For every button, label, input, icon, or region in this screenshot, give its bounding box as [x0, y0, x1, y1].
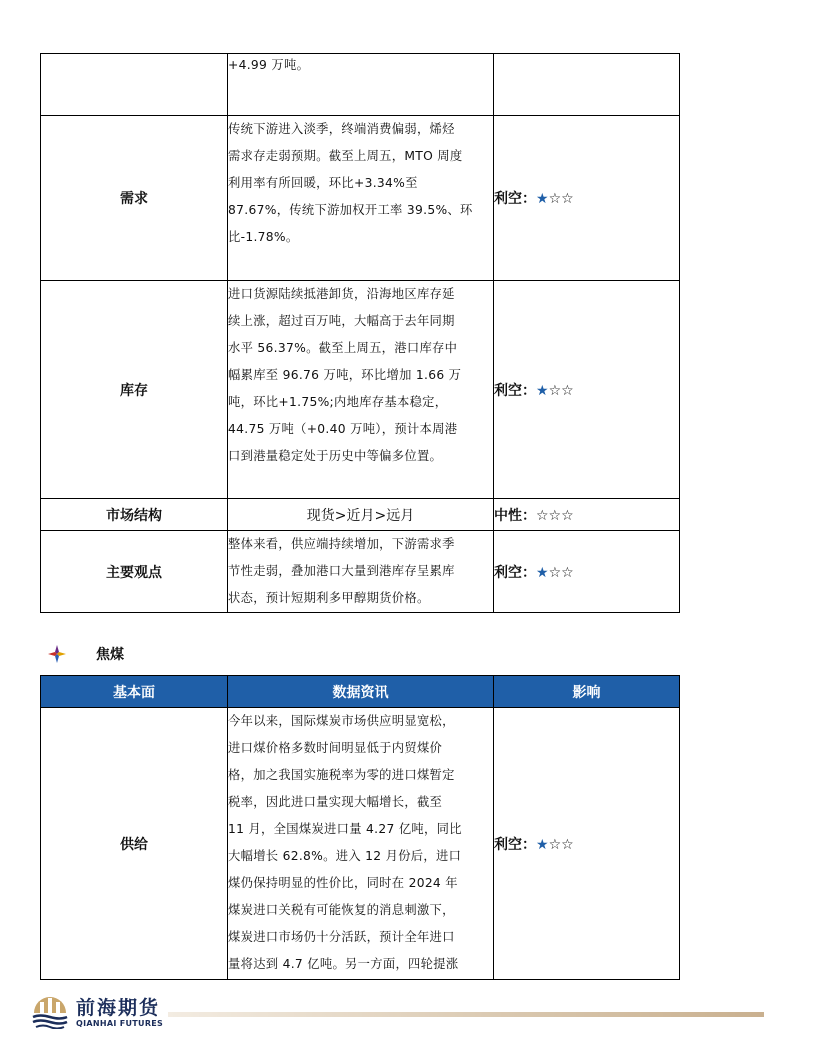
- row-label: [41, 54, 228, 116]
- text-line: 税率，因此进口量实现大幅增长，截至: [228, 795, 443, 809]
- row-data-text: [228, 708, 494, 980]
- section-heading: [48, 644, 124, 664]
- table-row: [41, 54, 680, 116]
- row-data-text: [228, 54, 494, 116]
- impact-label: 利空：: [494, 382, 536, 399]
- empty-star-icon: ☆☆: [548, 564, 574, 581]
- column-header: 基本面: [41, 676, 228, 708]
- text-line: 节性走弱，叠加港口大量到港库存呈累库: [228, 564, 455, 578]
- table-row: [41, 116, 680, 281]
- impact-rating: [494, 281, 680, 499]
- table-header-row: [41, 676, 680, 708]
- text-line: 现货>近月>远月: [306, 507, 415, 524]
- impact-rating: [494, 708, 680, 980]
- text-line: 进口煤价格多数时间明显低于内贸煤价: [228, 741, 443, 755]
- text-line: 比-1.78%。: [228, 230, 299, 244]
- row-impact: [494, 54, 680, 116]
- text-line: 44.75 万吨（+0.40 万吨），预计本周港: [228, 422, 458, 436]
- row-label-main-view: 主要观点: [41, 531, 228, 613]
- row-label-supply: 供给: [41, 708, 228, 980]
- impact-rating: [494, 531, 680, 613]
- four-point-star-icon: [48, 645, 66, 663]
- text-line: 11 月，全国煤炭进口量 4.27 亿吨，同比: [228, 822, 462, 836]
- table-row: [41, 499, 680, 531]
- impact-label: 利空：: [494, 564, 536, 581]
- text-line: 续上涨，超过百万吨，大幅高于去年同期: [228, 314, 455, 328]
- section-title: 焦煤: [96, 647, 124, 663]
- brand-name-en: QIANHAI FUTURES: [76, 1019, 164, 1028]
- empty-star-icon: ☆☆: [548, 191, 574, 207]
- filled-star-icon: ★: [536, 564, 549, 581]
- empty-star-icon: ☆☆: [548, 836, 574, 853]
- text-line: 状态，预计短期利多甲醇期货价格。: [228, 591, 430, 605]
- text-line: 今年以来，国际煤炭市场供应明显宽松，: [228, 714, 455, 728]
- footer-divider: [168, 1012, 764, 1017]
- row-label-demand: 需求: [41, 116, 228, 281]
- text-line: 大幅增长 62.8%。进入 12 月份后，进口: [228, 849, 462, 863]
- table-row: [41, 708, 680, 980]
- text-line: +4.99 万吨。: [228, 58, 310, 72]
- text-line: 水平 56.37%。截至上周五，港口库存中: [228, 341, 458, 355]
- filled-star-icon: ★: [536, 191, 549, 207]
- brand-name-cn: 前海期货: [76, 997, 161, 1019]
- impact-rating: [494, 116, 680, 281]
- methanol-analysis-table: [40, 53, 680, 613]
- table-row: [41, 531, 680, 613]
- impact-rating: [494, 499, 680, 531]
- row-data-text: [228, 281, 494, 499]
- text-line: 整体来看，供应端持续增加，下游需求季: [228, 537, 455, 551]
- page-footer: [30, 993, 770, 1033]
- filled-star-icon: ★: [536, 382, 549, 399]
- table-row: [41, 281, 680, 499]
- row-label-market-structure: 市场结构: [41, 499, 228, 531]
- column-header: 数据资讯: [228, 676, 494, 708]
- text-line: 煤炭进口关税有可能恢复的消息刺激下，: [228, 903, 455, 917]
- impact-label: 中性：: [494, 507, 536, 524]
- text-line: 幅累库至 96.76 万吨，环比增加 1.66 万: [228, 368, 462, 382]
- row-label-inventory: 库存: [41, 281, 228, 499]
- text-line: 吨，环比+1.75%;内地库存基本稳定，: [228, 395, 448, 409]
- text-line: 传统下游进入淡季，终端消费偏弱，烯烃: [228, 122, 455, 136]
- sunrise-over-water-icon: [30, 993, 70, 1029]
- filled-star-icon: ★: [536, 836, 549, 853]
- text-line: 量将达到 4.7 亿吨。另一方面，四轮提涨: [228, 957, 459, 971]
- row-data-text: [228, 531, 494, 613]
- text-line: 87.67%，传统下游加权开工率 39.5%、环: [228, 203, 473, 217]
- coking-coal-table: [40, 675, 680, 980]
- row-data-text: [228, 116, 494, 281]
- row-data-text: [228, 499, 494, 531]
- empty-star-icon: ☆☆: [548, 382, 574, 399]
- text-line: 进口货源陆续抵港卸货，沿海地区库存延: [228, 287, 455, 301]
- text-line: 煤仍保持明显的性价比，同时在 2024 年: [228, 876, 458, 890]
- text-line: 格，加之我国实施税率为零的进口煤暂定: [228, 768, 455, 782]
- impact-label: 利空：: [494, 836, 536, 853]
- text-line: 需求存走弱预期。截至上周五，MTO 周度: [228, 149, 463, 163]
- column-header: 影响: [494, 676, 680, 708]
- text-line: 煤炭进口市场仍十分活跃，预计全年进口: [228, 930, 455, 944]
- text-line: 口到港量稳定处于历史中等偏多位置。: [228, 449, 443, 463]
- empty-star-icon: ☆☆☆: [536, 507, 574, 524]
- impact-label: 利空：: [494, 191, 536, 207]
- text-line: 利用率有所回暖，环比+3.34%至: [228, 176, 418, 190]
